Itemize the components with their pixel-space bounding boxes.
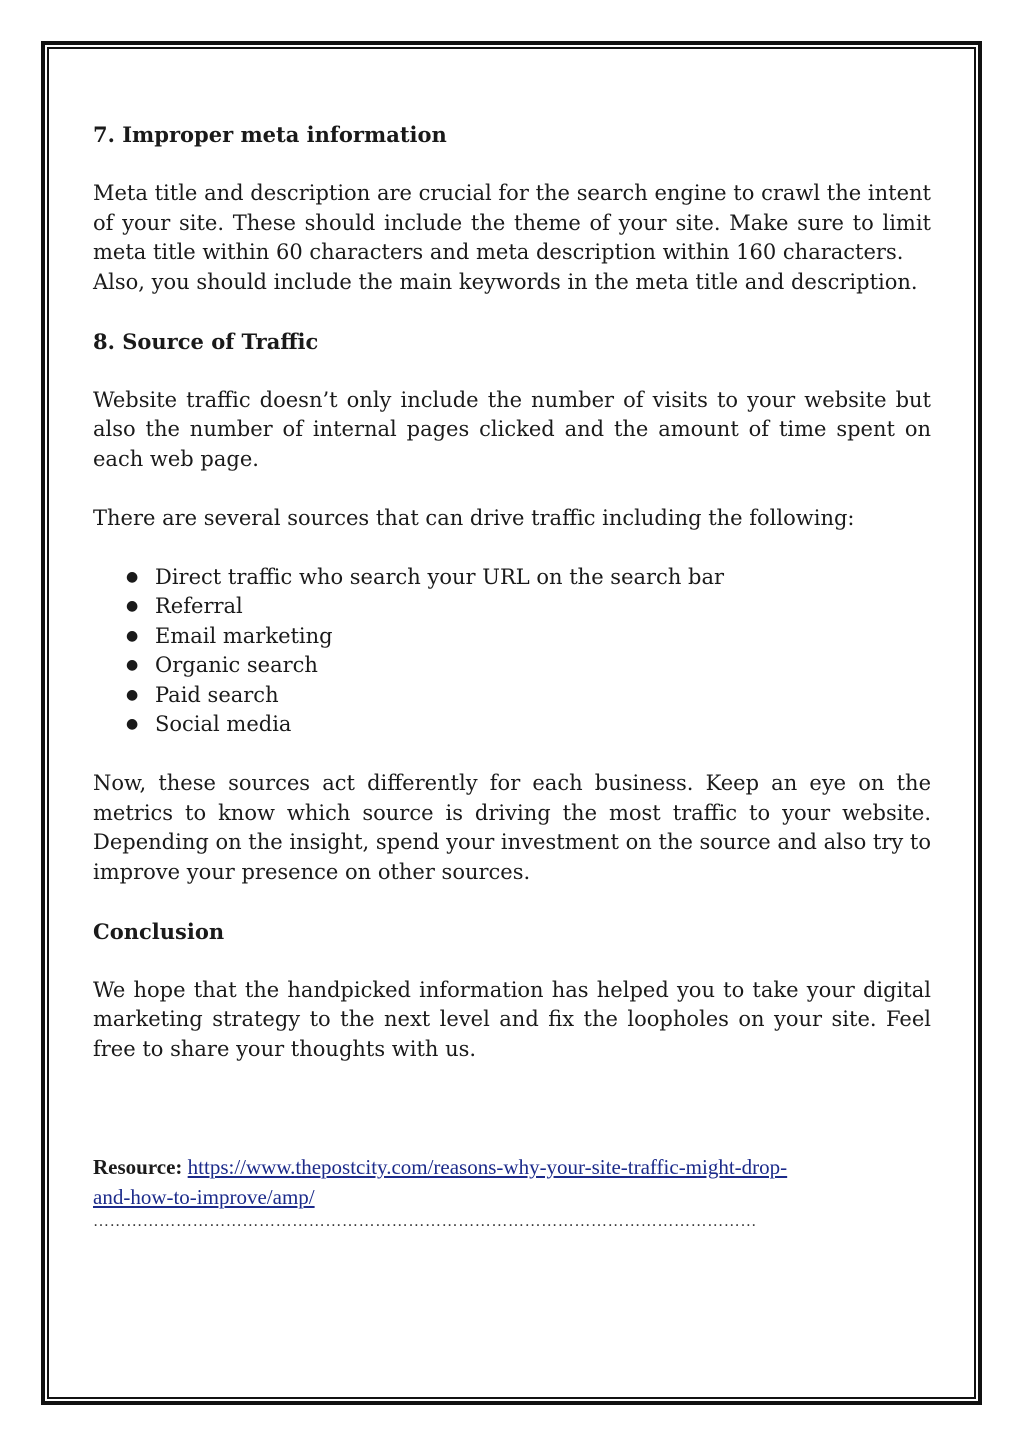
list-item: ● Referral bbox=[93, 592, 931, 622]
resource-link[interactable]: https://www.thepostcity.com/reasons-why-your-site-traffic-might-drop- and-how-to-improve/amp/ bbox=[93, 1155, 788, 1209]
section-7-paragraph-2: Also, you should include the main keywords in the meta title and description. bbox=[93, 269, 918, 294]
bullet-icon: ● bbox=[126, 568, 139, 585]
conclusion-heading: Conclusion bbox=[93, 918, 225, 944]
section-8-heading: 8. Source of Traffic bbox=[93, 328, 319, 354]
list-item: ● Paid search bbox=[93, 681, 931, 711]
resource-line bbox=[93, 1152, 931, 1212]
conclusion-paragraph: We hope that the handpicked information has helped you to take your digital marketing strategy to the next level and fix the loopholes on your site. Feel free to share your thoughts with us. bbox=[93, 977, 931, 1061]
bullet-icon: ● bbox=[126, 657, 139, 673]
traffic-sources-list bbox=[93, 563, 931, 740]
document-body bbox=[93, 120, 931, 1232]
bullet-icon: ● bbox=[126, 598, 139, 614]
dotted-separator: ………………………………………………………………………………………………………… bbox=[93, 1213, 757, 1230]
section-8-paragraph-1: Website traffic doesn’t only include the number of visits to your website but also the number of internal pages clicked and the amount of time spent on each web page. bbox=[93, 387, 931, 471]
list-item: ● Email marketing bbox=[93, 622, 931, 652]
list-item: ● Direct traffic who search your URL on the search bar bbox=[93, 563, 931, 593]
list-item: ● Organic search bbox=[93, 651, 931, 681]
section-8-paragraph-2: There are several sources that can drive traffic including the following: bbox=[93, 505, 855, 530]
bullet-icon: ● bbox=[126, 627, 139, 644]
resource-label: Resource: bbox=[93, 1155, 183, 1179]
section-7-paragraph-1: Meta title and description are crucial for the search engine to crawl the intent of your site. These should include the theme of your site. Make sure to limit meta title within 60 characters and meta description within 160 characters. bbox=[93, 181, 931, 264]
section-8-paragraph-3: Now, these sources act differently for each business. Keep an eye on the metrics to know which source is driving the most traffic to your website. Depending on the insight, spend your investment on the source and also try to improve your presence on other sources. bbox=[93, 771, 931, 884]
list-item: ● Social media bbox=[93, 710, 931, 740]
bullet-icon: ● bbox=[126, 686, 139, 703]
bullet-icon: ● bbox=[126, 716, 139, 732]
section-7-heading: 7. Improper meta information bbox=[93, 122, 447, 147]
